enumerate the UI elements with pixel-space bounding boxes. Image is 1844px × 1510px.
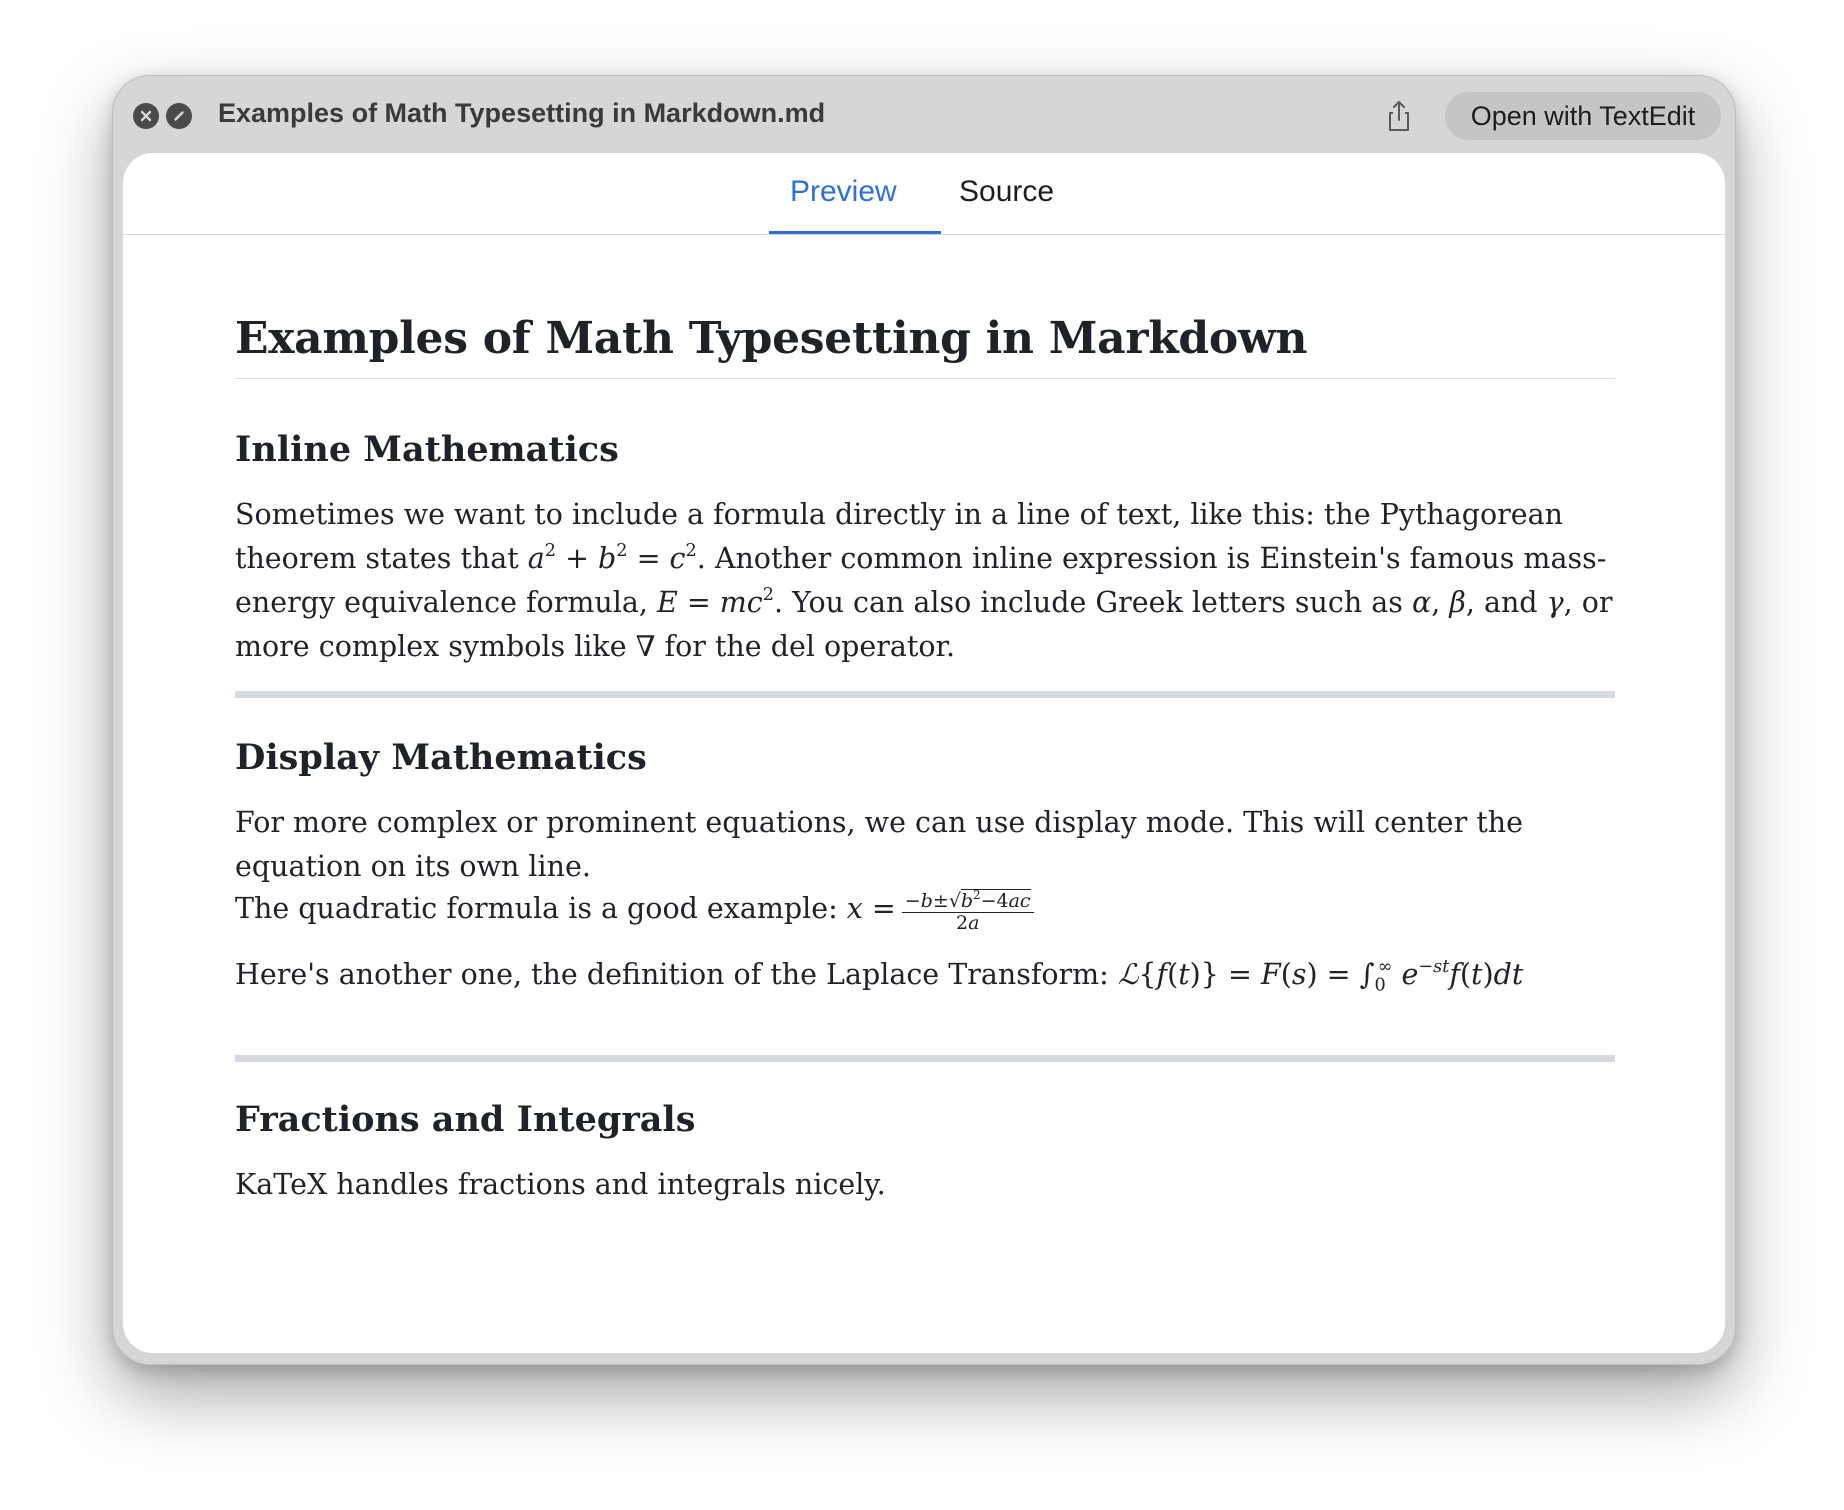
fractions-intro-paragraph: KaTeX handles fractions and integrals nicely. [235, 1168, 886, 1201]
tab-bar [123, 153, 1725, 235]
inline-math-paragraph: Sometimes we want to include a formula directly in a line of text, like this: the Pythagorean theorem states that $a^2 + b^2 = c^2$. Another common inline expression is Einstein's famous mass-energy equivalence formula, $E = mc^2$. You can also include Greek letters such as α, β, and γ, or more complex symbols like ∇ for the del operator. [235, 498, 1613, 663]
quicklook-window [112, 75, 1736, 1365]
laplace-transform-formula: ℒ{f(t)} = $F(s) = \int_0^\infty$ $e^{-st}f(t)dt$ [1117, 956, 1524, 996]
title-bar [113, 76, 1735, 154]
open-with-textedit-button[interactable]: Open with TextEdit [1445, 92, 1721, 140]
horizontal-rule [235, 1055, 1615, 1062]
fullscreen-icon[interactable] [166, 103, 192, 129]
einstein-formula: $E = mc^2$ [656, 584, 774, 619]
pythagorean-formula: $a^2 + b^2 = c^2$ [527, 540, 697, 575]
section-heading-fractions: Fractions and Integrals [235, 1099, 696, 1140]
display-intro-paragraph: For more complex or prominent equations, we can use display mode. This will center the equation on its own line. [235, 806, 1523, 883]
section-heading-display: Display Mathematics [235, 737, 647, 778]
quadratic-paragraph: The quadratic formula is a good example: x = $\frac{-b\pm√b^2-4ac}{2a}$ [235, 887, 1615, 932]
section-heading-inline: Inline Mathematics [235, 429, 619, 470]
tab-source[interactable]: Source [959, 175, 1055, 208]
document-title: Examples of Math Typesetting in Markdown [235, 313, 1615, 379]
del-operator: ∇ [635, 630, 656, 663]
laplace-paragraph: Here's another one, the definition of the Laplace Transform: ℒ{f(t)} = $F(s) = \int_0^\infty$ $e^{-st}f(t)dt$ [235, 956, 1524, 996]
preview-content [123, 153, 1725, 1353]
horizontal-rule [235, 691, 1615, 698]
window-title: Examples of Math Typesetting in Markdown.md [218, 98, 826, 128]
tab-preview[interactable]: Preview [790, 175, 897, 208]
close-icon[interactable] [133, 103, 159, 129]
quadratic-formula: x = $\frac{-b\pm√b^2-4ac}{2a}$ [847, 892, 1034, 925]
greek-letters: α [1411, 586, 1432, 619]
share-icon[interactable] [1381, 98, 1417, 134]
active-tab-indicator [769, 231, 941, 234]
